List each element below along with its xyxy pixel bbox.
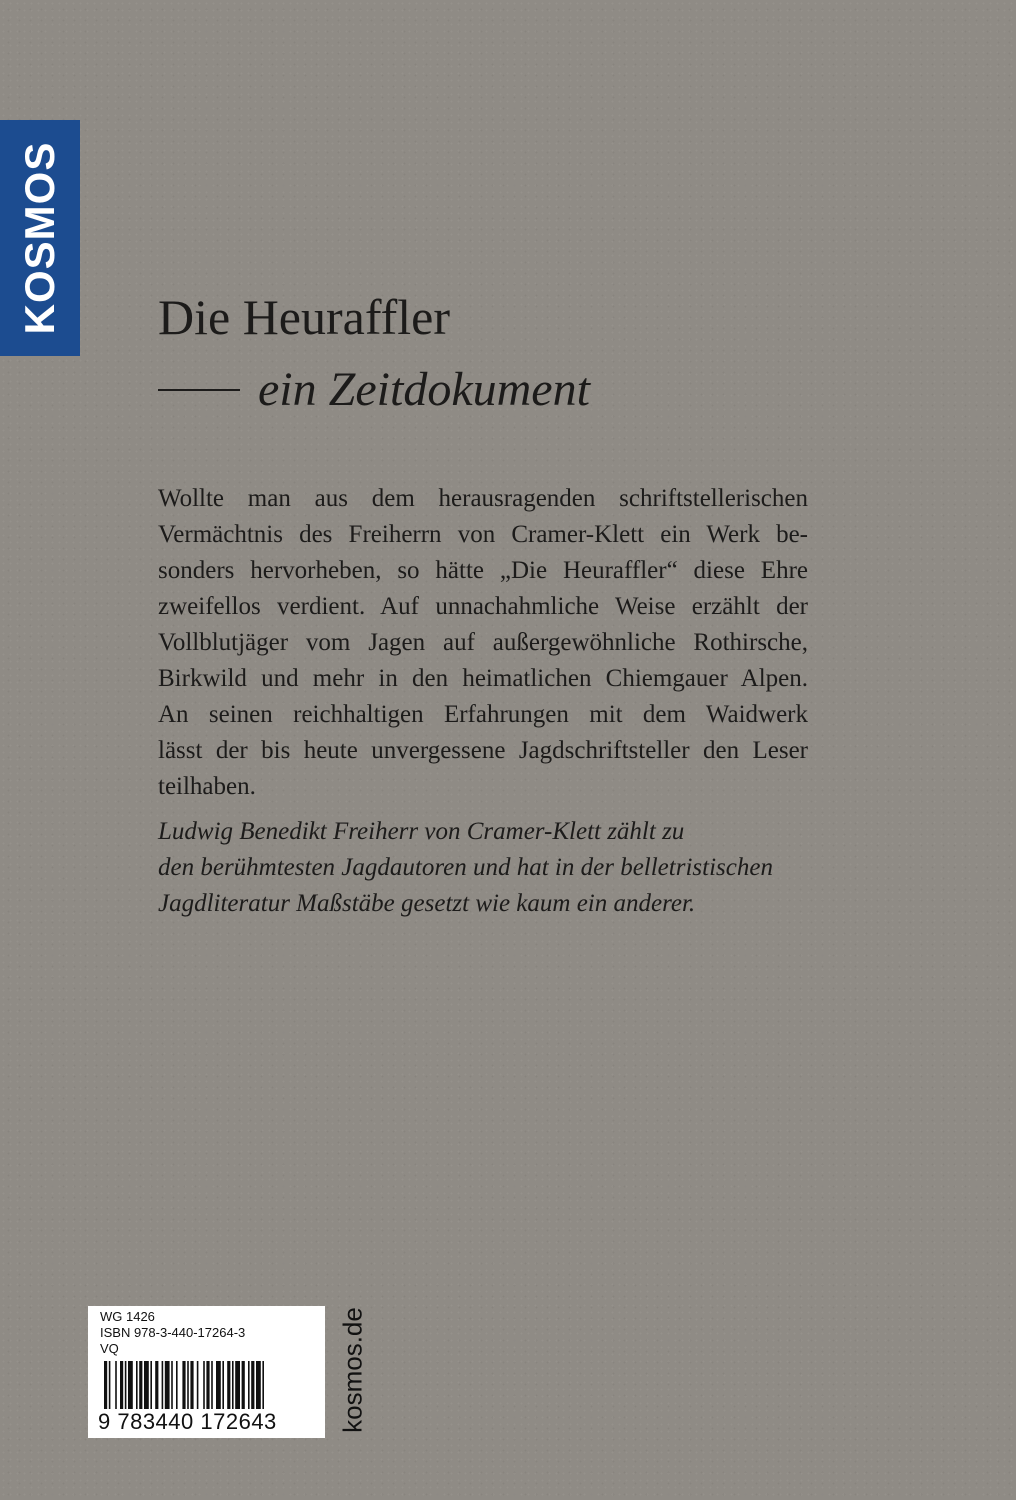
blurb-line: Vermächtnis des Freiherrn von Cramer-Klett ein Werk be- <box>158 521 808 548</box>
barcode-bar <box>165 1361 170 1409</box>
barcode-bars <box>102 1361 312 1409</box>
vq-code: VQ <box>100 1341 119 1356</box>
barcode-bar <box>128 1361 133 1409</box>
bio-line: den berühmtesten Jagdautoren und hat in der belletristischen <box>158 854 773 881</box>
publisher-logo <box>0 120 80 356</box>
book-subtitle-row <box>158 362 590 418</box>
barcode-bar <box>190 1361 193 1409</box>
publisher-logo-text: KOSMOS <box>16 141 63 335</box>
blurb-line: An seinen reichhaltigen Erfahrungen mit dem Waidwerk <box>158 701 808 728</box>
book-title: Die Heuraffler <box>158 289 450 345</box>
book-subtitle: ein Zeitdokument <box>258 363 590 416</box>
blurb-line: zweifellos verdient. Auf unnachahmliche Weise erzählt der <box>158 593 808 620</box>
blurb-text <box>158 481 808 805</box>
blurb-line: teilhaben. <box>158 773 256 800</box>
wg-code: WG 1426 <box>100 1309 155 1324</box>
barcode-bar <box>248 1361 250 1409</box>
barcode-info <box>100 1309 245 1357</box>
barcode-bar <box>176 1361 178 1409</box>
blurb-line: lässt der bis heute unvergessene Jagdschriftsteller den Leser <box>158 737 808 764</box>
barcode-bar <box>235 1361 240 1409</box>
barcode-bar <box>104 1361 107 1409</box>
blurb-line: Birkwild und mehr in den heimatlichen Chiemgauer Alpen. <box>158 665 808 692</box>
barcode-bar <box>155 1361 158 1409</box>
barcode-bar <box>232 1361 234 1409</box>
website-text: kosmos.de <box>337 1307 368 1433</box>
barcode-bar <box>109 1361 111 1409</box>
barcode-bar <box>182 1361 185 1409</box>
barcode-bar <box>144 1361 149 1409</box>
barcode-bar <box>251 1361 254 1409</box>
barcode-bar <box>120 1361 123 1409</box>
bio-line: Jagdliteratur Maßstäbe gesetzt wie kaum ein anderer. <box>158 890 696 917</box>
barcode-bar <box>139 1361 142 1409</box>
barcode-bar <box>187 1361 189 1409</box>
barcode-bar <box>262 1361 264 1409</box>
barcode-bar <box>227 1361 230 1409</box>
barcode-bar <box>125 1361 127 1409</box>
barcode-bar <box>171 1361 173 1409</box>
author-bio <box>158 814 808 922</box>
blurb-line: Vollblutjäger vom Jagen auf außergewöhnliche Rothirsche, <box>158 629 808 656</box>
barcode-bar <box>211 1361 213 1409</box>
barcode-label <box>88 1306 325 1438</box>
barcode-digits: 9 783440 172643 <box>98 1409 277 1434</box>
barcode-bar <box>222 1361 224 1409</box>
barcode-bar <box>203 1361 205 1409</box>
barcode-bar <box>115 1361 117 1409</box>
bio-line: Ludwig Benedikt Freiherr von Cramer-Klett zählt zu <box>158 818 685 845</box>
barcode-bar <box>150 1361 152 1409</box>
em-dash-rule <box>158 389 240 391</box>
publisher-website <box>337 1300 368 1440</box>
blurb-line: Wollte man aus dem herausragenden schriftstellerischen <box>158 485 808 512</box>
barcode-bar <box>206 1361 209 1409</box>
barcode-bar <box>242 1361 245 1409</box>
blurb-line: sonders hervorheben, so hätte „Die Heuraffler“ diese Ehre <box>158 557 808 584</box>
barcode-bar <box>256 1361 261 1409</box>
barcode-bar <box>162 1361 164 1409</box>
isbn-text: ISBN 978-3-440-17264-3 <box>100 1325 246 1340</box>
barcode-bar <box>136 1361 138 1409</box>
barcode-bar <box>216 1361 221 1409</box>
barcode-bar <box>197 1361 199 1409</box>
